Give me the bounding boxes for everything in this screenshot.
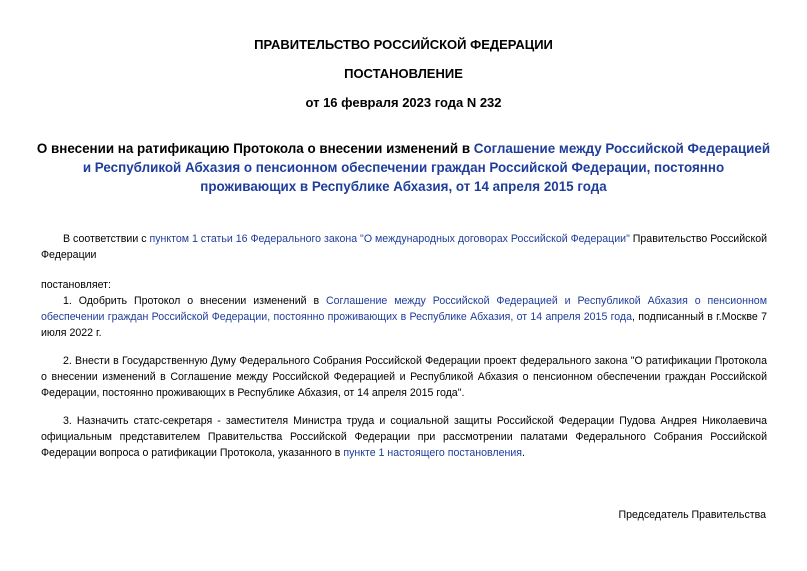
decides-label: постановляет:: [41, 279, 111, 291]
item-1-agreement-link[interactable]: Соглашение между Российской Федерацией и Республикой Абхазия о пенсионном обеспечении граждан Российской Федерации, постоянно проживающих в Республике Абхазия, от 14 апреля 2015 года: [41, 295, 767, 323]
item-2-paragraph: [41, 353, 767, 401]
title-prefix: О внесении на ратификацию Протокола о внесении изменений в: [36, 141, 474, 156]
government-heading: ПРАВИТЕЛЬСТВО РОССИЙСКОЙ ФЕДЕРАЦИИ: [254, 37, 553, 52]
title-agreement-link[interactable]: Соглашение между Российской Федерацией и Республикой Абхазия о пенсионном обеспечении граждан Российской Федерации, постоянно проживающих в Республике Абхазия, от 14 апреля 2015 года: [82, 141, 771, 194]
preamble-prefix: В соответствии с: [63, 233, 150, 245]
item-1-suffix: , подписанный в г.Москве 7 июля 2022 г.: [41, 311, 767, 339]
item-2-text: 2. Внести в Государственную Думу Федерального Собрания Российской Федерации проект федерального закона "О ратификации Протокола о внесении изменений в Соглашение между Российской Федерацией и Республикой Абхазия о пенсионном обеспечении граждан Российской Федерации, постоянно проживающих в Республике Абхазия, от 14 апреля 2015 года".: [41, 355, 767, 399]
document-title: [36, 139, 771, 196]
item-3-suffix: .: [522, 447, 525, 459]
federal-law-link[interactable]: пунктом 1 статьи 16 Федерального закона "О международных договорах Российской Федерации": [149, 233, 630, 245]
item-1-paragraph: [41, 277, 767, 341]
document-type-heading: ПОСТАНОВЛЕНИЕ: [344, 66, 463, 81]
item-1-prefix: 1. Одобрить Протокол о внесении изменений в: [63, 295, 326, 307]
item-1-reference-link[interactable]: пункте 1 настоящего постановления: [343, 447, 522, 459]
item-3-prefix: 3. Назначить статс-секретаря - заместителя Министра труда и социальной защиты Российской Федерации Пудова Андрея Николаевича официальным представителем Правительства Российской Федерации при рассмотрении палатами Федерального Собрания Российской Федерации вопроса о ратификации Протокола, указанного в: [41, 415, 767, 459]
preamble-suffix: Правительство Российской Федерации: [41, 233, 768, 261]
date-number-heading: от 16 февраля 2023 года N 232: [305, 95, 502, 110]
item-3-paragraph: [41, 413, 767, 461]
signature-title: Председатель Правительства: [618, 509, 766, 521]
preamble-paragraph: [41, 231, 767, 263]
